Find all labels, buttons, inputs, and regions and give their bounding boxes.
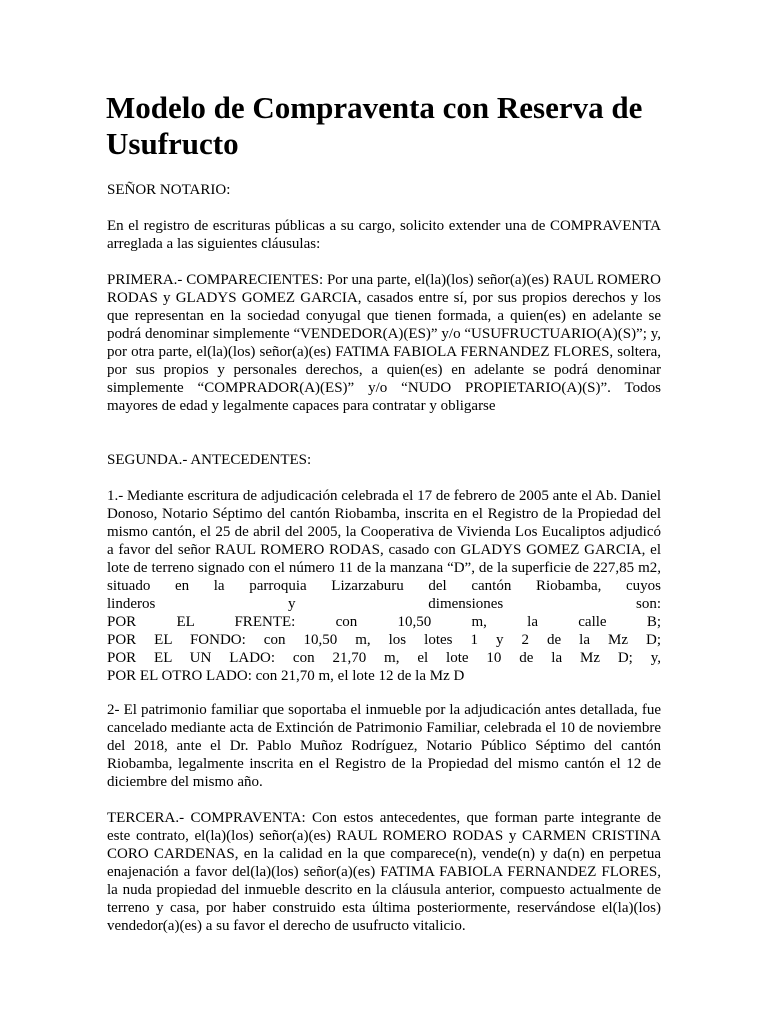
clause-primera: PRIMERA.- COMPARECIENTES: Por una parte, el(la)(los) señor(a)(es) RAUL ROMERO RODAS y GLADYS GOMEZ GARCIA, casados entre sí, por sus propios derechos y los que representan en la sociedad conyugal que tienen formada, a quien(es) en adelante se podrá denominar simplemente “VENDEDOR(A)(ES)” y/o “USUFRUCTUARIO(A)(S)”; y, por otra parte, el(la)(los) señor(a)(es) FATIMA FABIOLA FERNANDEZ FLORES, soltera, por sus propios y personales derechos, a quien(es) en adelante se podrá denominar simplemente “COMPRADOR(A)(ES)” y/o “NUDO PROPIETARIO(A)(S)”. Todos mayores de edad y legalmente capaces para contratar y obligarse: [107, 272, 661, 414]
linderos-block: [107, 595, 661, 685]
linderos-line: POR EL FONDO: con 10,50 m, los lotes 1 y 2 de la Mz D;: [107, 632, 661, 648]
linderos-line: POR EL UN LADO: con 21,70 m, el lote 10 de la Mz D; y,: [107, 650, 661, 666]
antecedente-1: 1.- Mediante escritura de adjudicación celebrada el 17 de febrero de 2005 ante el Ab. Daniel Donoso, Notario Séptimo del cantón Riobamba, inscrita en el Registro de la Propiedad del mismo cantón, el 25 de abril del 2005, la Cooperativa de Vivienda Los Eucaliptos adjudicó a favor del señor RAUL ROMERO RODAS, casado con GLADYS GOMEZ GARCIA, el lote de terreno signado con el número 11 de la manzana “D”, de la superficie de 227,85 m2, situado en la parroquia Lizarzaburu del cantón Riobamba, cuyos: [107, 488, 661, 594]
linderos-line: linderos y dimensiones son:: [107, 596, 661, 612]
clause-tercera: TERCERA.- COMPRAVENTA: Con estos antecedentes, que forman parte integrante de este contrato, el(la)(los) señor(a)(es) RAUL ROMERO RODAS y CARMEN CRISTINA CORO CARDENAS, en la calidad en la que comparece(n), vende(n) y da(n) en perpetua enajenación a favor del(la)(los) señor(a)(es) FATIMA FABIOLA FERNANDEZ FLORES, la nuda propiedad del inmueble descrito en la cláusula anterior, compuesto actualmente de terreno y casa, por haber construido esta última posteriormente, reservándose el(la)(los) vendedor(a)(es) a su favor el derecho de usufructo vitalicio.: [107, 810, 661, 934]
intro-paragraph: En el registro de escrituras públicas a su cargo, solicito extender una de COMPRAVENTA arreglada a las siguientes cláusulas:: [107, 218, 661, 252]
linderos-line: POR EL FRENTE: con 10,50 m, la calle B;: [107, 614, 661, 630]
clause-segunda-heading: SEGUNDA.- ANTECEDENTES:: [107, 452, 312, 468]
antecedente-2: 2- El patrimonio familiar que soportaba el inmueble por la adjudicación antes detallada, fue cancelado mediante acta de Extinción de Patrimonio Familiar, celebrada el 10 de noviembre del 2018, ante el Dr. Pablo Muñoz Rodríguez, Notario Público Séptimo del cantón Riobamba, legalmente inscrita en el Registro de la Propiedad del mismo cantón el 12 de diciembre del mismo año.: [107, 702, 661, 790]
salutation: SEÑOR NOTARIO:: [107, 182, 231, 198]
document-title: Modelo de Compraventa con Reserva de Usufructo: [106, 90, 643, 161]
linderos-line: POR EL OTRO LADO: con 21,70 m, el lote 12 de la Mz D: [107, 668, 465, 684]
